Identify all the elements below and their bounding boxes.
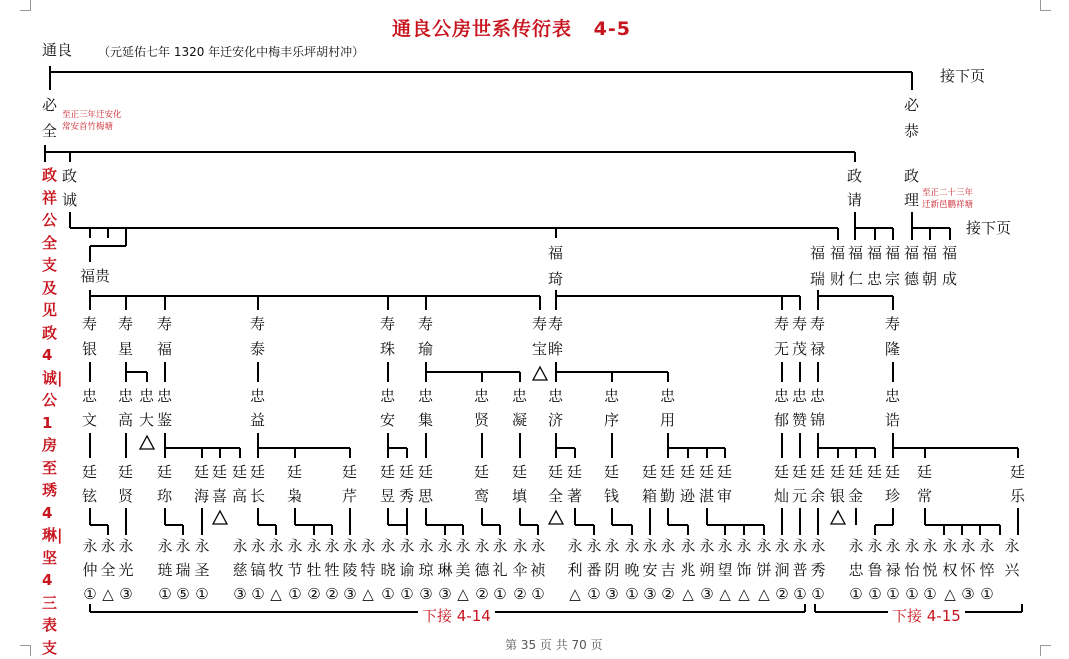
gen7-given-name: 利 [567, 561, 583, 579]
gen3-person-4: 福宗 [885, 244, 901, 288]
gen6-person-21: 廷审 [717, 463, 733, 505]
gen4-person-9: 寿茂 [792, 315, 808, 358]
gen7-person-25 [603, 534, 621, 606]
gen7-given-name: 安 [642, 561, 658, 579]
gen7-mark: △ [569, 585, 581, 603]
gen7-mark: △ [270, 585, 282, 603]
page-footer: 第 35 页 共 70 页 [505, 638, 603, 652]
gen6-person-17: 廷箱 [642, 463, 658, 505]
gen7-mark: ① [195, 585, 209, 603]
gen6-person-8: 廷芹 [342, 463, 358, 505]
gen7-person-30 [698, 534, 716, 606]
gen7-surname: 永 [567, 537, 583, 555]
next-page-mid: 接下页 [966, 219, 1012, 237]
gen7-mark: △ [682, 585, 694, 603]
gen7-given-name: 饼 [756, 561, 772, 579]
gen7-surname: 永 [848, 537, 864, 555]
gen5-person-7: 忠贤 [474, 387, 490, 429]
gen1-bi-gong: 必恭 [904, 96, 920, 140]
gen5-person-2: 忠大 [139, 387, 155, 429]
note-bi-quan-1: 至正三年迁安化 [62, 110, 122, 120]
gen7-surname: 永 [979, 537, 995, 555]
gen7-surname: 永 [1004, 537, 1020, 555]
gen7-mark: △ [719, 585, 731, 603]
gen7-mark: ① [158, 585, 172, 603]
gen7-mark: ③ [605, 585, 619, 603]
gen7-surname: 永 [118, 537, 134, 555]
gen6-person-24: 廷余 [810, 463, 826, 505]
gen7-person-20 [491, 534, 509, 606]
gen7-surname: 永 [942, 537, 958, 555]
gen5-person-12: 忠郁 [774, 387, 790, 429]
gen7-person-4 [174, 534, 192, 606]
gen7-surname: 永 [360, 537, 376, 555]
gen6-person-2: 廷珎 [157, 463, 173, 505]
gen7-given-name: 琳 [437, 561, 453, 579]
gen7-surname: 永 [100, 537, 116, 555]
gen6-person-9: 廷昱 [380, 463, 396, 505]
root-name: 通良 [42, 41, 73, 59]
gen3-fu-qi: 福琦 [548, 244, 564, 288]
gen5-person-13: 忠赞 [792, 387, 808, 429]
gen7-person-6 [231, 534, 249, 606]
gen7-person-35 [791, 534, 809, 606]
gen6-person-14: 廷全 [548, 463, 564, 505]
gen7-person-39 [884, 534, 902, 606]
gen3-person-1: 福财 [830, 244, 846, 288]
gen6-person-6: 廷长 [250, 463, 266, 505]
gen7-surname: 永 [885, 537, 901, 555]
gen7-surname: 永 [736, 537, 752, 555]
gen7-mark: ① [251, 585, 265, 603]
gen4-person-3: 寿泰 [250, 315, 266, 358]
gen7-surname: 永 [867, 537, 883, 555]
gen7-given-name: 兆 [680, 561, 696, 579]
gen7-given-name: 禄 [885, 561, 901, 579]
lower-link-right[interactable]: 下接 4-15 [888, 604, 965, 628]
gen7-mark: ① [381, 585, 395, 603]
gen6-person-12: 廷鸾 [474, 463, 490, 505]
gen6-person-22: 廷灿 [774, 463, 790, 505]
gen7-surname: 永 [810, 537, 826, 555]
gen7-mark: ① [793, 585, 807, 603]
gen7-mark: ① [400, 585, 414, 603]
gen7-given-name: 镐 [250, 561, 266, 579]
gen7-given-name: 朔 [699, 561, 715, 579]
gen7-given-name: 涧 [774, 561, 790, 579]
gen7-mark: ③ [961, 585, 975, 603]
gen4-person-8: 寿无 [774, 315, 790, 358]
title-code: 4-5 [593, 18, 631, 40]
gen7-mark: ② [775, 585, 789, 603]
gen7-person-10 [305, 534, 323, 606]
gen7-person-42 [941, 534, 959, 606]
gen6-person-26: 廷金 [848, 463, 864, 505]
gen7-surname: 永 [399, 537, 415, 555]
gen4-person-10: 寿禄 [810, 315, 826, 358]
gen2-zheng-qing: 政请 [847, 167, 863, 209]
gen7-person-28 [659, 534, 677, 606]
gen6-person-10: 廷秀 [399, 463, 415, 505]
gen7-given-name: 特 [360, 561, 376, 579]
gen6-person-30: 廷乐 [1010, 463, 1026, 505]
gen6-person-4: 廷喜 [212, 463, 228, 505]
gen7-person-18 [454, 534, 472, 606]
gen7-mark: △ [738, 585, 750, 603]
gen7-given-name: 全 [100, 561, 116, 579]
gen7-mark: ① [625, 585, 639, 603]
gen7-given-name: 谕 [399, 561, 415, 579]
gen7-given-name: 悴 [979, 561, 995, 579]
gen7-mark: ① [923, 585, 937, 603]
gen7-mark: ① [288, 585, 302, 603]
gen7-given-name: 阴 [604, 561, 620, 579]
gen7-given-name: 权 [942, 561, 958, 579]
gen7-person-2 [117, 534, 135, 606]
gen7-person-3 [156, 534, 174, 606]
gen7-person-14 [379, 534, 397, 606]
gen7-mark: △ [102, 585, 114, 603]
note-zheng-li-2: 迁新邑鹏祥塘 [922, 200, 974, 210]
gen7-given-name: 美 [455, 561, 471, 579]
gen3-person-3: 福忠 [867, 244, 883, 288]
gen7-mark: ① [493, 585, 507, 603]
gen5-person-10: 忠序 [604, 387, 620, 429]
gen7-surname: 永 [492, 537, 508, 555]
gen7-surname: 永 [287, 537, 303, 555]
gen7-person-41 [921, 534, 939, 606]
gen7-mark: ① [905, 585, 919, 603]
gen7-surname: 永 [324, 537, 340, 555]
gen7-surname: 永 [699, 537, 715, 555]
gen2-zheng-li: 政理 [904, 167, 920, 209]
gen7-given-name: 晚 [624, 561, 640, 579]
gen7-surname: 永 [268, 537, 284, 555]
gen7-person-37 [847, 534, 865, 606]
gen7-surname: 永 [774, 537, 790, 555]
gen7-surname: 永 [660, 537, 676, 555]
gen7-mark: ② [661, 585, 675, 603]
gen5-person-8: 忠凝 [512, 387, 528, 429]
gen7-surname: 永 [82, 537, 98, 555]
gen7-person-24 [585, 534, 603, 606]
gen3-person-6: 福朝 [922, 244, 938, 288]
gen5-person-14: 忠锦 [810, 387, 826, 429]
gen7-person-33 [755, 534, 773, 606]
note-bi-quan-2: 常安首竹梅塘 [62, 122, 114, 132]
gen7-mark: ② [307, 585, 321, 603]
gen7-surname: 永 [624, 537, 640, 555]
gen7-surname: 永 [586, 537, 602, 555]
gen7-mark: ① [811, 585, 825, 603]
gen7-given-name: 慈 [232, 561, 248, 579]
gen7-given-name: 晓 [380, 561, 396, 579]
gen6-person-15: 廷著 [567, 463, 583, 505]
gen7-surname: 永 [474, 537, 490, 555]
gen7-person-29 [679, 534, 697, 606]
gen7-surname: 永 [680, 537, 696, 555]
gen5-person-9: 忠济 [548, 387, 564, 429]
gen6-person-0: 廷铉 [82, 463, 98, 505]
gen7-given-name: 兴 [1004, 561, 1020, 579]
gen7-surname: 永 [455, 537, 471, 555]
gen3-person-5: 福德 [904, 244, 920, 288]
gen7-person-23 [566, 534, 584, 606]
gen5-person-4: 忠益 [250, 387, 266, 429]
gen7-mark: ① [587, 585, 601, 603]
gen7-given-name: 番 [586, 561, 602, 579]
gen4-person-11: 寿隆 [885, 315, 901, 358]
gen6-person-28: 廷珍 [885, 463, 901, 505]
gen7-given-name: 光 [118, 561, 134, 579]
gen7-person-38 [866, 534, 884, 606]
gen7-mark: ① [531, 585, 545, 603]
gen4-person-7: 寿眸 [548, 315, 564, 358]
gen7-surname: 永 [194, 537, 210, 555]
gen5-person-0: 忠文 [82, 387, 98, 429]
gen6-person-27: 廷 [867, 463, 883, 481]
gen7-given-name: 琼 [418, 561, 434, 579]
gen6-person-18: 廷勤 [660, 463, 676, 505]
gen7-surname: 永 [756, 537, 772, 555]
gen7-person-9 [286, 534, 304, 606]
gen3-person-0: 福瑞 [810, 244, 826, 288]
note-zheng-li-1: 至正二十三年 [922, 188, 974, 198]
gen7-given-name: 忠 [848, 561, 864, 579]
next-page-top: 接下页 [940, 67, 986, 85]
gen7-given-name: 牲 [324, 561, 340, 579]
gen4-person-1: 寿星 [118, 315, 134, 358]
gen7-given-name: 瑞 [175, 561, 191, 579]
gen7-person-34 [773, 534, 791, 606]
gen3-person-2: 福仁 [848, 244, 864, 288]
gen7-mark: ③ [119, 585, 133, 603]
gen7-surname: 永 [418, 537, 434, 555]
gen7-mark: ② [325, 585, 339, 603]
gen7-mark: ① [83, 585, 97, 603]
gen7-person-45 [1003, 534, 1021, 582]
gen7-given-name: 礼 [492, 561, 508, 579]
gen4-person-0: 寿银 [82, 315, 98, 358]
gen7-mark: ① [886, 585, 900, 603]
gen5-person-11: 忠用 [660, 387, 676, 429]
title-text: 通良公房世系传衍表 [392, 18, 573, 40]
gen7-mark: ② [475, 585, 489, 603]
gen7-mark: △ [758, 585, 770, 603]
gen7-given-name: 陵 [342, 561, 358, 579]
gen7-surname: 永 [922, 537, 938, 555]
gen7-person-36 [809, 534, 827, 606]
gen5-person-1: 忠高 [118, 387, 134, 429]
gen7-surname: 永 [960, 537, 976, 555]
gen7-surname: 永 [717, 537, 733, 555]
gen7-person-13 [359, 534, 377, 606]
gen4-person-4: 寿珠 [380, 315, 396, 358]
gen7-given-name: 祯 [530, 561, 546, 579]
gen7-person-5 [193, 534, 211, 606]
gen7-given-name: 怡 [904, 561, 920, 579]
gen7-surname: 永 [232, 537, 248, 555]
gen7-mark: ⑤ [176, 585, 190, 603]
gen1-bi-quan: 必全 [42, 96, 58, 140]
gen7-given-name: 仲 [82, 561, 98, 579]
gen7-given-name: 饰 [736, 561, 752, 579]
gen7-person-19 [473, 534, 491, 606]
gen7-given-name: 琏 [157, 561, 173, 579]
gen6-person-20: 廷湛 [699, 463, 715, 505]
gen6-person-29: 廷常 [917, 463, 933, 505]
gen7-surname: 永 [512, 537, 528, 555]
gen7-given-name: 怀 [960, 561, 976, 579]
gen7-surname: 永 [342, 537, 358, 555]
gen7-person-11 [323, 534, 341, 606]
gen6-person-5: 廷高 [232, 463, 248, 505]
gen7-mark: ① [980, 585, 994, 603]
gen7-person-40 [903, 534, 921, 606]
gen3-fu-gui: 福贵 [80, 267, 111, 285]
gen7-surname: 永 [250, 537, 266, 555]
gen7-given-name: 普 [792, 561, 808, 579]
gen7-person-31 [716, 534, 734, 606]
gen7-surname: 永 [306, 537, 322, 555]
gen6-person-3: 廷海 [194, 463, 210, 505]
gen7-surname: 永 [437, 537, 453, 555]
gen7-mark: ② [513, 585, 527, 603]
gen7-person-16 [417, 534, 435, 606]
gen7-person-22 [529, 534, 547, 606]
gen4-person-6: 寿宝 [532, 315, 548, 358]
gen2-zheng-cheng: 政诚 [62, 167, 78, 209]
gen5-person-5: 忠安 [380, 387, 396, 429]
gen7-given-name: 悦 [922, 561, 938, 579]
gen7-mark: ③ [643, 585, 657, 603]
gen7-given-name: 伞 [512, 561, 528, 579]
gen7-surname: 永 [157, 537, 173, 555]
gen7-person-43 [959, 534, 977, 606]
gen7-mark: △ [457, 585, 469, 603]
gen7-mark: ① [849, 585, 863, 603]
gen4-person-2: 寿福 [157, 315, 173, 358]
gen3-person-7: 福成 [942, 244, 958, 288]
gen6-person-11: 廷思 [418, 463, 434, 505]
gen7-person-27 [641, 534, 659, 606]
gen7-given-name: 圣 [194, 561, 210, 579]
gen6-person-1: 廷贤 [118, 463, 134, 505]
gen7-person-15 [398, 534, 416, 606]
gen7-surname: 永 [792, 537, 808, 555]
left-label-column: 政祥公全支及见政4诚|公1房至琇4琳|坚4三表支 [42, 166, 63, 657]
gen7-mark: ③ [438, 585, 452, 603]
gen7-mark: ③ [419, 585, 433, 603]
gen7-given-name: 鲁 [867, 561, 883, 579]
gen7-mark: ③ [343, 585, 357, 603]
gen4-person-5: 寿瑜 [418, 315, 434, 358]
gen7-surname: 永 [175, 537, 191, 555]
gen7-given-name: 牡 [306, 561, 322, 579]
gen7-mark: ③ [700, 585, 714, 603]
gen5-person-15: 忠诰 [885, 387, 901, 429]
gen7-given-name: 德 [474, 561, 490, 579]
gen6-person-23: 廷元 [792, 463, 808, 505]
gen7-surname: 永 [604, 537, 620, 555]
gen7-surname: 永 [380, 537, 396, 555]
gen5-person-6: 忠集 [418, 387, 434, 429]
gen6-person-16: 廷钱 [604, 463, 620, 505]
gen7-person-0 [81, 534, 99, 606]
gen7-mark: △ [944, 585, 956, 603]
gen7-person-44 [978, 534, 996, 606]
gen7-given-name: 望 [717, 561, 733, 579]
gen7-surname: 永 [530, 537, 546, 555]
gen7-person-8 [267, 534, 285, 606]
gen7-given-name: 秀 [810, 561, 826, 579]
gen7-given-name: 吉 [660, 561, 676, 579]
gen7-person-32 [735, 534, 753, 606]
gen7-person-21 [511, 534, 529, 606]
gen6-person-7: 廷枭 [287, 463, 303, 505]
gen7-person-12 [341, 534, 359, 606]
gen7-surname: 永 [904, 537, 920, 555]
gen5-person-3: 忠鉴 [157, 387, 173, 429]
root-note: （元延佑七年 1320 年迁安化中梅丰乐坪胡村冲） [98, 45, 365, 59]
gen7-mark: ① [868, 585, 882, 603]
gen7-surname: 永 [642, 537, 658, 555]
gen7-mark: ③ [233, 585, 247, 603]
gen7-mark: △ [362, 585, 374, 603]
gen7-person-7 [249, 534, 267, 606]
gen7-given-name: 牧 [268, 561, 284, 579]
gen7-person-17 [436, 534, 454, 606]
gen6-person-25: 廷银 [830, 463, 846, 505]
gen7-person-1 [99, 534, 117, 606]
gen7-person-26 [623, 534, 641, 606]
gen7-given-name: 节 [287, 561, 303, 579]
gen6-person-13: 廷填 [512, 463, 528, 505]
gen6-person-19: 廷逊 [680, 463, 696, 505]
lower-link-left[interactable]: 下接 4-14 [418, 604, 495, 628]
